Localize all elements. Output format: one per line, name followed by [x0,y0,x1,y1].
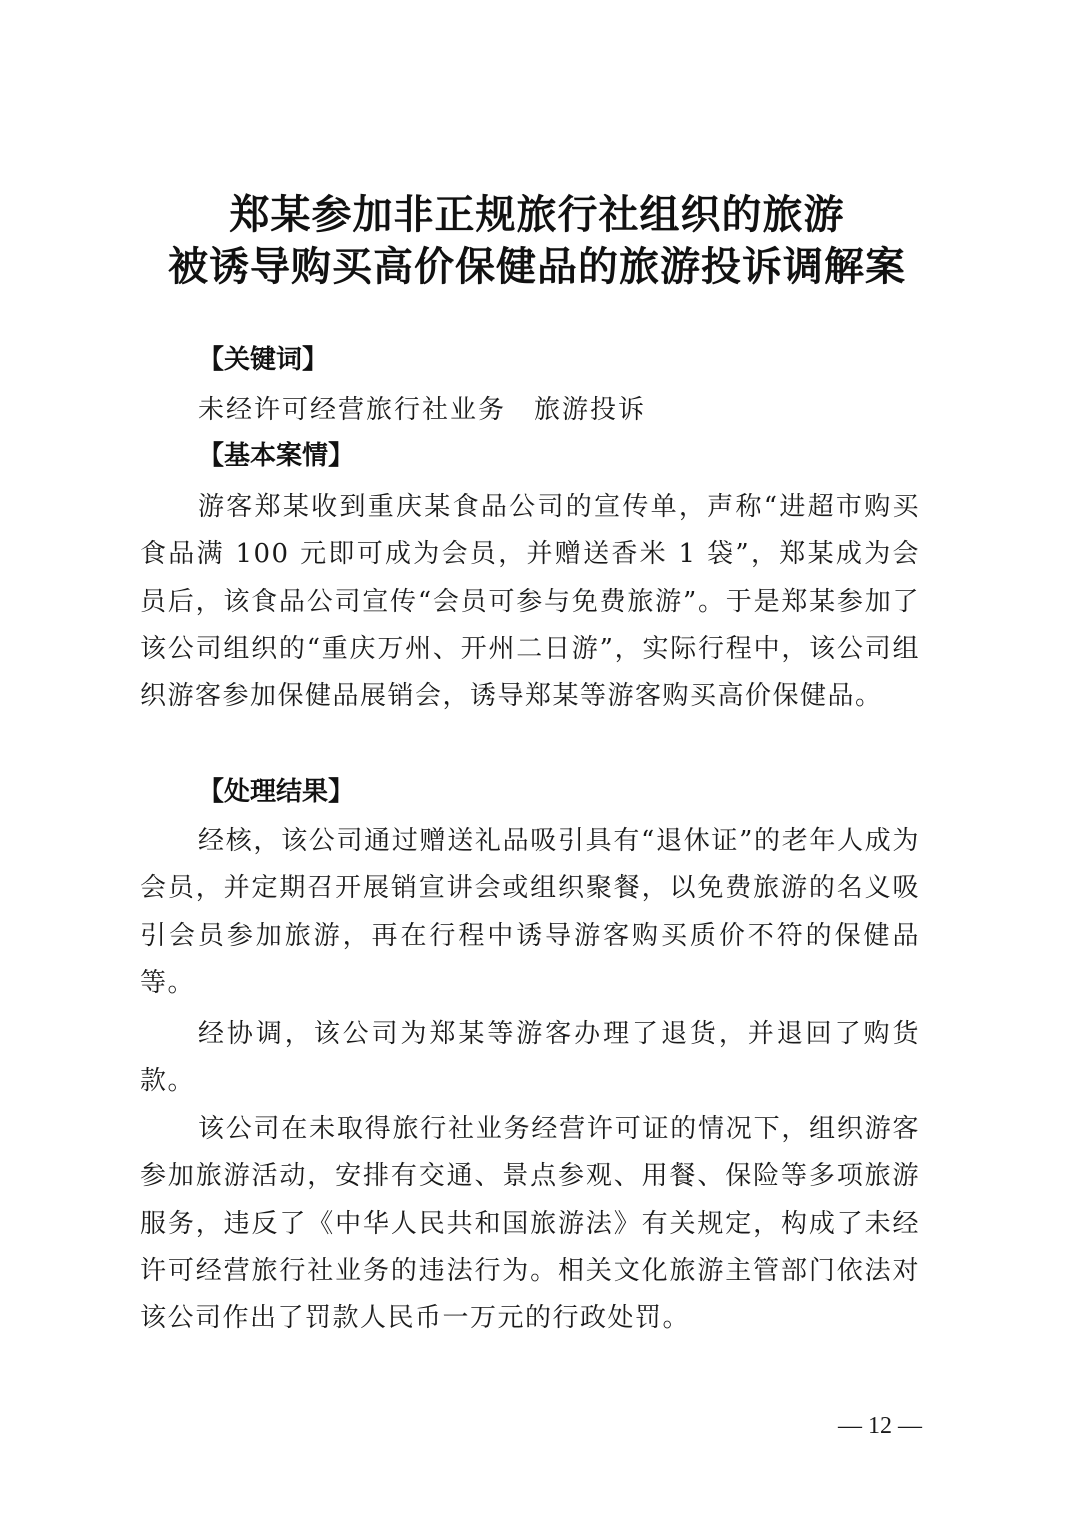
page-number: — 12 — [838,1413,922,1439]
result-paragraph-1: 经核，该公司通过赠送礼品吸引具有“退休证”的老年人成为会员，并定期召开展销宣讲会或组织聚餐，以免费旅游的名义吸引会员参加旅游，再在行程中诱导游客购买质价不符的保健品等。 [140,826,920,998]
keywords-text: 未经许可经营旅行社业务 旅游投诉 [198,395,647,425]
document-title-line-1: 郑某参加非正规旅行社组织的旅游 [229,191,845,238]
result-paragraph-2: 经协调，该公司为郑某等游客办理了退货，并退回了购货款。 [140,1019,920,1097]
basic-facts-heading: 【基本案情】 [198,441,355,471]
result-heading: 【处理结果】 [198,777,355,807]
basic-facts-paragraph: 游客郑某收到重庆某食品公司的宣传单，声称“进超市购买食品满 100 元即可成为会员，并赠送香米 1 袋”，郑某成为会员后，该食品公司宣传“会员可参与免费旅游”。于是郑某参加了该公司组织的“重庆万州、开州二日游”，实际行程中，该公司组织游客参加保健品展销会，诱导郑某等游客购买高价保健品。 [140,492,920,712]
document-title-line-2: 被诱导购买高价保健品的旅游投诉调解案 [168,243,906,290]
keywords-heading: 【关键词】 [198,345,329,375]
result-paragraph-3: 该公司在未取得旅行社业务经营许可证的情况下，组织游客参加旅游活动，安排有交通、景点参观、用餐、保险等多项旅游服务，违反了《中华人民共和国旅游法》有关规定，构成了未经许可经营旅行社业务的违法行为。相关文化旅游主管部门依法对该公司作出了罚款人民币一万元的行政处罚。 [140,1114,920,1334]
